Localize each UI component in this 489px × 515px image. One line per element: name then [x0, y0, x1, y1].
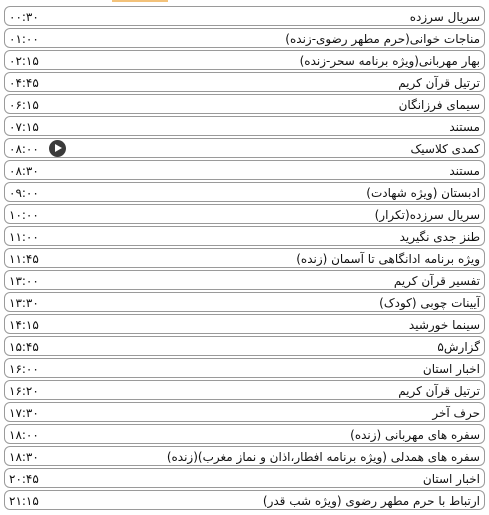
schedule-row[interactable] — [4, 160, 485, 180]
schedule-row[interactable] — [4, 446, 485, 466]
schedule-row[interactable] — [4, 94, 485, 114]
program-time: ۰۷:۱۵ — [9, 120, 39, 134]
program-title: ارتباط با حرم مطهر رضوی (ویژه شب قدر) — [262, 494, 480, 508]
program-time: ۰۶:۱۵ — [9, 98, 39, 112]
program-title: بهار مهربانی(ویژه برنامه سحر-زنده) — [299, 54, 480, 68]
program-title: ویژه برنامه ادانگاهی تا آسمان (زنده) — [296, 252, 480, 266]
schedule-row[interactable] — [4, 6, 485, 26]
schedule-row[interactable] — [4, 424, 485, 444]
schedule-row[interactable] — [4, 336, 485, 356]
schedule-row[interactable] — [4, 380, 485, 400]
program-time: ۰۸:۳۰ — [9, 164, 39, 178]
schedule-row[interactable] — [4, 248, 485, 268]
program-time: ۱۱:۴۵ — [9, 252, 39, 266]
schedule-row[interactable] — [4, 72, 485, 92]
schedule-row-now-playing[interactable] — [4, 138, 485, 158]
program-time: ۱۷:۳۰ — [9, 406, 39, 420]
schedule-row[interactable] — [4, 468, 485, 488]
program-title: گزارش۵ — [437, 340, 480, 354]
program-title: ترتیل قرآن کریم — [398, 384, 480, 398]
program-time: ۱۱:۰۰ — [9, 230, 39, 244]
schedule-row[interactable] — [4, 204, 485, 224]
program-title: سیمای فرزانگان — [398, 98, 480, 112]
schedule-row[interactable] — [4, 292, 485, 312]
program-time: ۱۵:۴۵ — [9, 340, 39, 354]
schedule-row[interactable] — [4, 182, 485, 202]
program-title: سریال سرزده(تکرار) — [374, 208, 480, 222]
program-title: طنز جدی نگیرید — [399, 230, 480, 244]
program-time: ۱۴:۱۵ — [9, 318, 39, 332]
program-title: اخبار استان — [422, 362, 480, 376]
program-title: سینما خورشید — [408, 318, 480, 332]
program-title: سفره های مهربانی (زنده) — [350, 428, 480, 442]
program-time: ۰۸:۰۰ — [9, 142, 39, 156]
program-schedule-list — [4, 6, 485, 512]
schedule-row[interactable] — [4, 270, 485, 290]
program-time: ۲۰:۴۵ — [9, 472, 39, 486]
program-title: کمدی کلاسیک — [410, 142, 480, 156]
schedule-row[interactable] — [4, 116, 485, 136]
program-time: ۰۲:۱۵ — [9, 54, 39, 68]
program-time: ۰۱:۰۰ — [9, 32, 39, 46]
program-title: ترتیل قرآن کریم — [398, 76, 480, 90]
schedule-row[interactable] — [4, 28, 485, 48]
program-time: ۲۱:۱۵ — [9, 494, 39, 508]
program-title: حرف آخر — [432, 406, 480, 420]
program-time: ۱۰:۰۰ — [9, 208, 39, 222]
schedule-row[interactable] — [4, 50, 485, 70]
schedule-row[interactable] — [4, 314, 485, 334]
program-title: مناجات خوانی(حرم مطهر رضوی-زنده) — [285, 32, 480, 46]
program-title: مستند — [449, 164, 480, 178]
program-time: ۱۸:۳۰ — [9, 450, 39, 464]
program-title: سریال سرزده — [409, 10, 480, 24]
program-time: ۱۳:۳۰ — [9, 296, 39, 310]
program-title: ادبستان (ویژه شهادت) — [366, 186, 480, 200]
program-title: اخبار استان — [422, 472, 480, 486]
program-title: سفره های همدلی (ویژه برنامه افطار،اذان و نماز مغرب)(زنده) — [166, 450, 480, 464]
play-icon[interactable] — [49, 140, 66, 157]
schedule-row[interactable] — [4, 358, 485, 378]
program-time: ۱۳:۰۰ — [9, 274, 39, 288]
schedule-row[interactable] — [4, 402, 485, 422]
program-title: مستند — [449, 120, 480, 134]
program-title: تفسیر قرآن کریم — [393, 274, 480, 288]
program-time: ۰۹:۰۰ — [9, 186, 39, 200]
program-time: ۰۴:۴۵ — [9, 76, 39, 90]
program-time: ۰۰:۳۰ — [9, 10, 39, 24]
schedule-row[interactable] — [4, 226, 485, 246]
accent-bar — [112, 0, 168, 2]
schedule-row[interactable] — [4, 490, 485, 510]
program-time: ۱۸:۰۰ — [9, 428, 39, 442]
program-time: ۱۶:۲۰ — [9, 384, 39, 398]
program-title: آیینات چوبی (کودک) — [379, 296, 480, 310]
program-time: ۱۶:۰۰ — [9, 362, 39, 376]
